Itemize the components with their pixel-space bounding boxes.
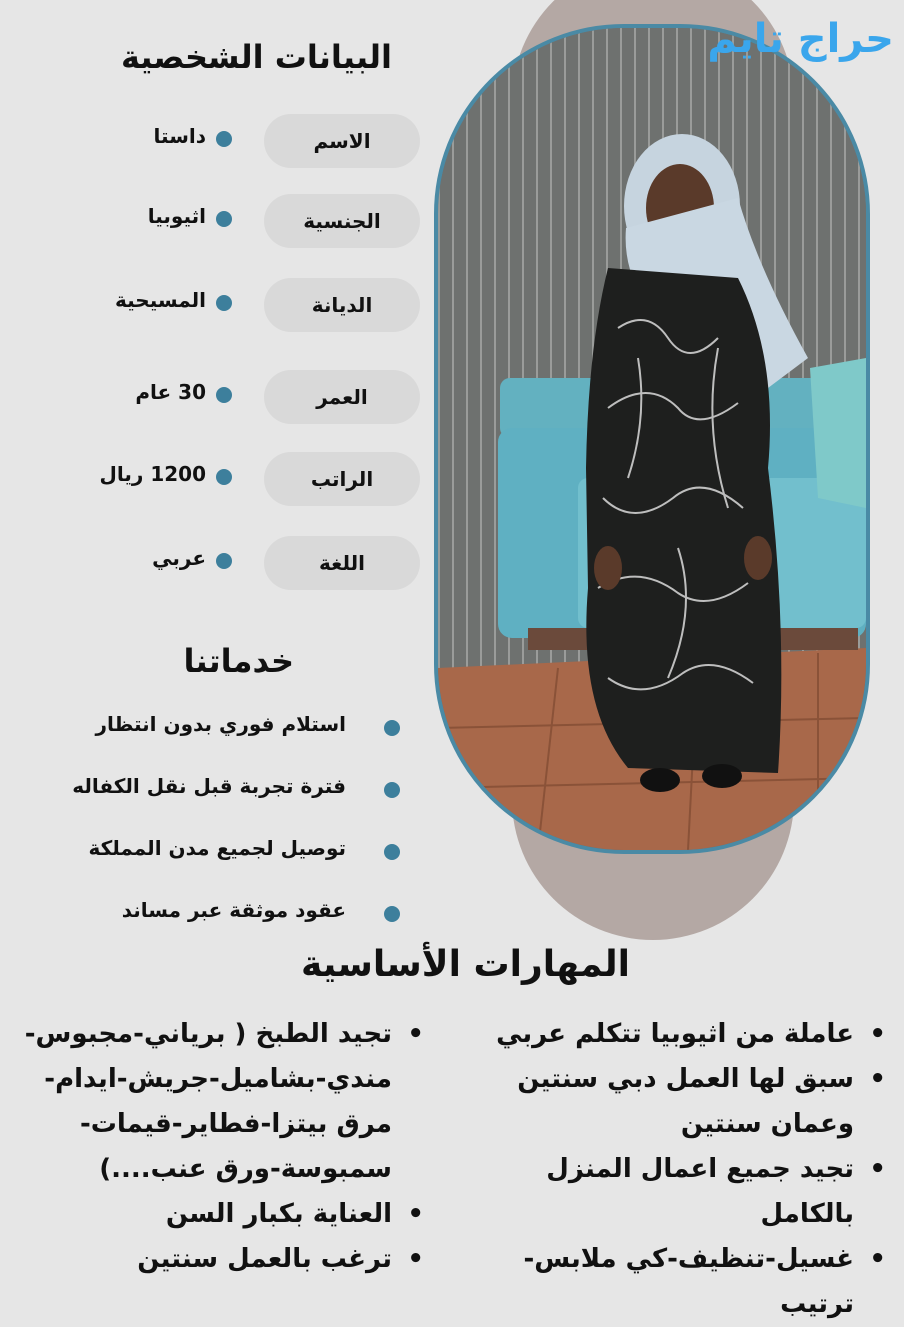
skill-item: • ترغب بالعمل سنتين <box>0 1237 428 1282</box>
skill-item: • تجيد جميع اعمال المنزل بالكامل <box>460 1147 890 1237</box>
bullet-dot <box>216 387 232 403</box>
skills-title: المهارات الأساسية <box>300 944 630 985</box>
services-title: خدماتنا <box>183 642 294 680</box>
bullet-dot <box>216 131 232 147</box>
info-row-language <box>90 536 420 592</box>
info-value: اثيوبيا <box>147 204 206 228</box>
info-label: العمر <box>264 370 420 424</box>
service-item <box>20 774 400 804</box>
photo-illustration <box>438 28 866 850</box>
bullet-dot <box>384 782 400 798</box>
info-value: عربي <box>152 546 206 570</box>
info-value: 1200 ريال <box>99 462 206 486</box>
service-text: توصيل لجميع مدن المملكة <box>88 836 346 860</box>
service-text: فترة تجربة قبل نقل الكفاله <box>72 774 346 798</box>
skill-item: • تجيد الطبخ ( برياني-مجبوس-مندي-بشاميل-جريش-ايدام-مرق بيتزا-فطاير-قيمات-سمبوسة-ورق عنب....) <box>0 1012 428 1192</box>
bullet-dot <box>384 906 400 922</box>
info-value: داستا <box>153 124 206 148</box>
bullet-dot <box>384 844 400 860</box>
info-label: الديانة <box>264 278 420 332</box>
skill-item: • عاملة من اثيوبيا تتكلم عربي <box>460 1012 890 1057</box>
service-item <box>20 898 400 928</box>
info-label: الراتب <box>264 452 420 506</box>
info-row-age <box>90 370 420 426</box>
skill-item: • غسيل-تنظيف-كي ملابس-ترتيب <box>460 1237 890 1327</box>
service-item <box>20 836 400 866</box>
service-text: عقود موثقة عبر مساند <box>121 898 346 922</box>
info-row-religion <box>90 278 420 334</box>
skill-item: • العناية بكبار السن <box>0 1192 428 1237</box>
info-value: المسيحية <box>115 288 206 312</box>
info-label: اللغة <box>264 536 420 590</box>
info-label: الاسم <box>264 114 420 168</box>
bullet-dot <box>216 553 232 569</box>
bullet-dot <box>384 720 400 736</box>
personal-info-title: البيانات الشخصية <box>120 38 392 76</box>
bullet-dot <box>216 295 232 311</box>
info-row-salary <box>90 452 420 508</box>
brand-logo: حراج تايم <box>707 16 894 62</box>
skills-column-left <box>0 1012 428 1282</box>
info-row-name <box>90 114 420 170</box>
service-text: استلام فوري بدون انتظار <box>95 712 346 736</box>
worker-photo <box>434 24 870 854</box>
info-value: 30 عام <box>135 380 206 404</box>
info-row-nationality <box>90 194 420 250</box>
service-item <box>20 712 400 742</box>
bullet-dot <box>216 211 232 227</box>
skill-item: • سبق لها العمل دبي سنتين وعمان سنتين <box>460 1057 890 1147</box>
bullet-dot <box>216 469 232 485</box>
info-label: الجنسية <box>264 194 420 248</box>
